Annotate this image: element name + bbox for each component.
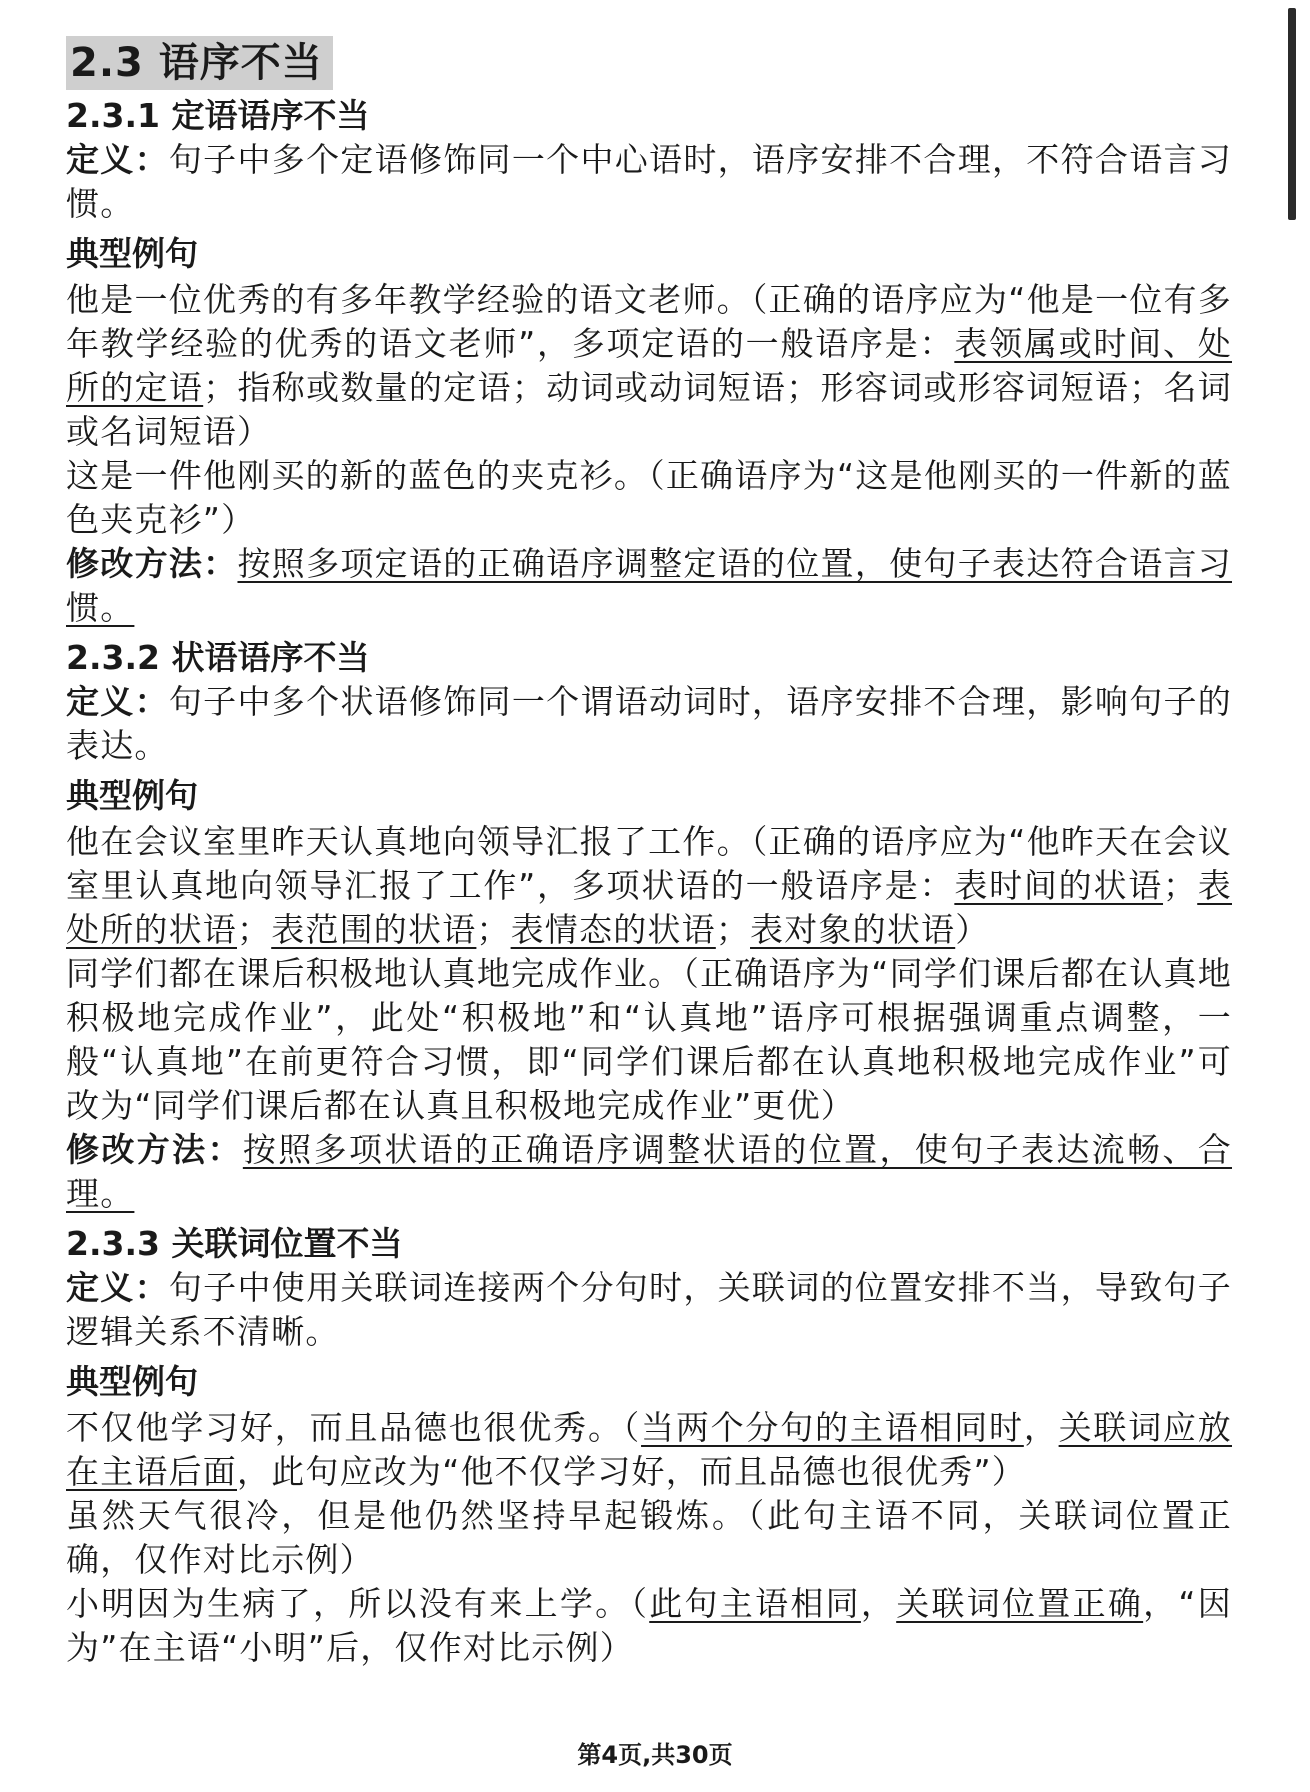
example-2-3-2-a [66, 820, 1232, 952]
definition-text: 句子中多个定语修饰同一个中心语时，语序安排不合理，不符合语言习惯。 [66, 140, 1232, 223]
separator: ； [1163, 866, 1198, 905]
example-text: 他是一位优秀的有多年教学经验的语文老师。（正确的语序应为“他是一位有多年教学经验的优秀的语文老师”，多项定语的一般语序是： [66, 280, 1232, 363]
example-text: 小明因为生病了，所以没有来上学。（ [66, 1584, 650, 1623]
example-2-3-3-a [66, 1406, 1232, 1494]
closing-paren: ） [955, 910, 990, 949]
underlined-phrase: 关联词位置正确 [896, 1584, 1144, 1623]
definition-2-3-1 [66, 138, 1232, 226]
method-2-3-2 [66, 1128, 1232, 1216]
underlined-phrase: 表范围的状语 [271, 910, 477, 949]
definition-text: 句子中使用关联词连接两个分句时，关联词的位置安排不当，导致句子逻辑关系不清晰。 [66, 1268, 1232, 1351]
separator: ， [860, 1584, 897, 1623]
examples-heading-2-3-3: 典型例句 [66, 1362, 198, 1401]
content-area [66, 36, 1232, 1670]
section-title: 2.3 语序不当 [66, 36, 333, 90]
example-text: 他在会议室里昨天认真地向领导汇报了工作。（正确的语序应为“他昨天在会议室里认真地向领导汇报了工作”，多项状语的一般语序是： [66, 822, 1232, 905]
example-2-3-3-c [66, 1582, 1232, 1670]
subsection-title-2-3-1: 2.3.1 定语语序不当 [66, 96, 370, 135]
separator: ； [237, 910, 272, 949]
underlined-phrase: 表时间的状语 [954, 866, 1164, 905]
underlined-phrase: 关联词应放在主语后面 [66, 1408, 1232, 1491]
example-text-tail: ，“因为”在主语“小明”后，仅作对比示例） [66, 1584, 1232, 1667]
underlined-phrase: 当两个分句的主语相同时 [641, 1408, 1024, 1447]
definition-2-3-3 [66, 1266, 1232, 1354]
method-label: 修改方法： [66, 544, 238, 583]
subsection-title-2-3-2: 2.3.2 状语语序不当 [66, 638, 370, 677]
definition-label: 定义： [66, 682, 169, 721]
example-2-3-1-a [66, 278, 1232, 454]
example-text-tail: ；指称或数量的定语；动词或动词短语；形容词或形容词短语；名词或名词短语） [66, 368, 1232, 451]
method-label: 修改方法： [66, 1130, 243, 1169]
underlined-phrase: 表情态的状语 [510, 910, 716, 949]
underlined-phrase: 表处所的状语 [66, 866, 1232, 949]
scan-edge-mark [1288, 8, 1296, 220]
example-2-3-1-b: 这是一件他刚买的新的蓝色的夹克衫。（正确语序为“这是他刚买的一件新的蓝色夹克衫”） [66, 456, 1232, 539]
definition-text: 句子中多个状语修饰同一个谓语动词时，语序安排不合理，影响句子的表达。 [66, 682, 1232, 765]
example-2-3-3-b: 虽然天气很冷，但是他仍然坚持早起锻炼。（此句主语不同，关联词位置正确，仅作对比示例） [66, 1496, 1232, 1579]
method-text: 按照多项状语的正确语序调整状语的位置，使句子表达流畅、合理。 [66, 1130, 1232, 1213]
underlined-phrase: 此句主语相同 [649, 1584, 861, 1623]
examples-heading-2-3-1: 典型例句 [66, 234, 198, 273]
example-2-3-2-b: 同学们都在课后积极地认真地完成作业。（正确语序为“同学们课后都在认真地积极地完成作业”，此处“积极地”和“认真地”语序可根据强调重点调整，一般“认真地”在前更符合习惯，即“同学们课后都在认真地积极地完成作业”可改为“同学们课后都在认真且积极地完成作业”更优） [66, 954, 1232, 1125]
definition-label: 定义： [66, 1268, 169, 1307]
separator: ； [715, 910, 751, 949]
underlined-phrase: 表对象的状语 [750, 910, 956, 949]
page-number: 第4页,共30页 [577, 1741, 733, 1769]
underlined-phrase: 表领属或时间、处所的定语 [66, 324, 1232, 407]
separator: ， [1023, 1408, 1059, 1447]
definition-label: 定义： [66, 140, 169, 179]
example-text-tail: ，此句应改为“他不仅学习好，而且品德也很优秀”） [237, 1452, 1026, 1491]
examples-heading-2-3-2: 典型例句 [66, 776, 198, 815]
separator: ； [476, 910, 511, 949]
method-text: 按照多项定语的正确语序调整定语的位置，使句子表达符合语言习惯。 [66, 544, 1232, 627]
method-2-3-1 [66, 542, 1232, 630]
definition-2-3-2 [66, 680, 1232, 768]
subsection-title-2-3-3: 2.3.3 关联词位置不当 [66, 1224, 403, 1263]
example-text: 不仅他学习好，而且品德也很优秀。（ [66, 1408, 642, 1447]
